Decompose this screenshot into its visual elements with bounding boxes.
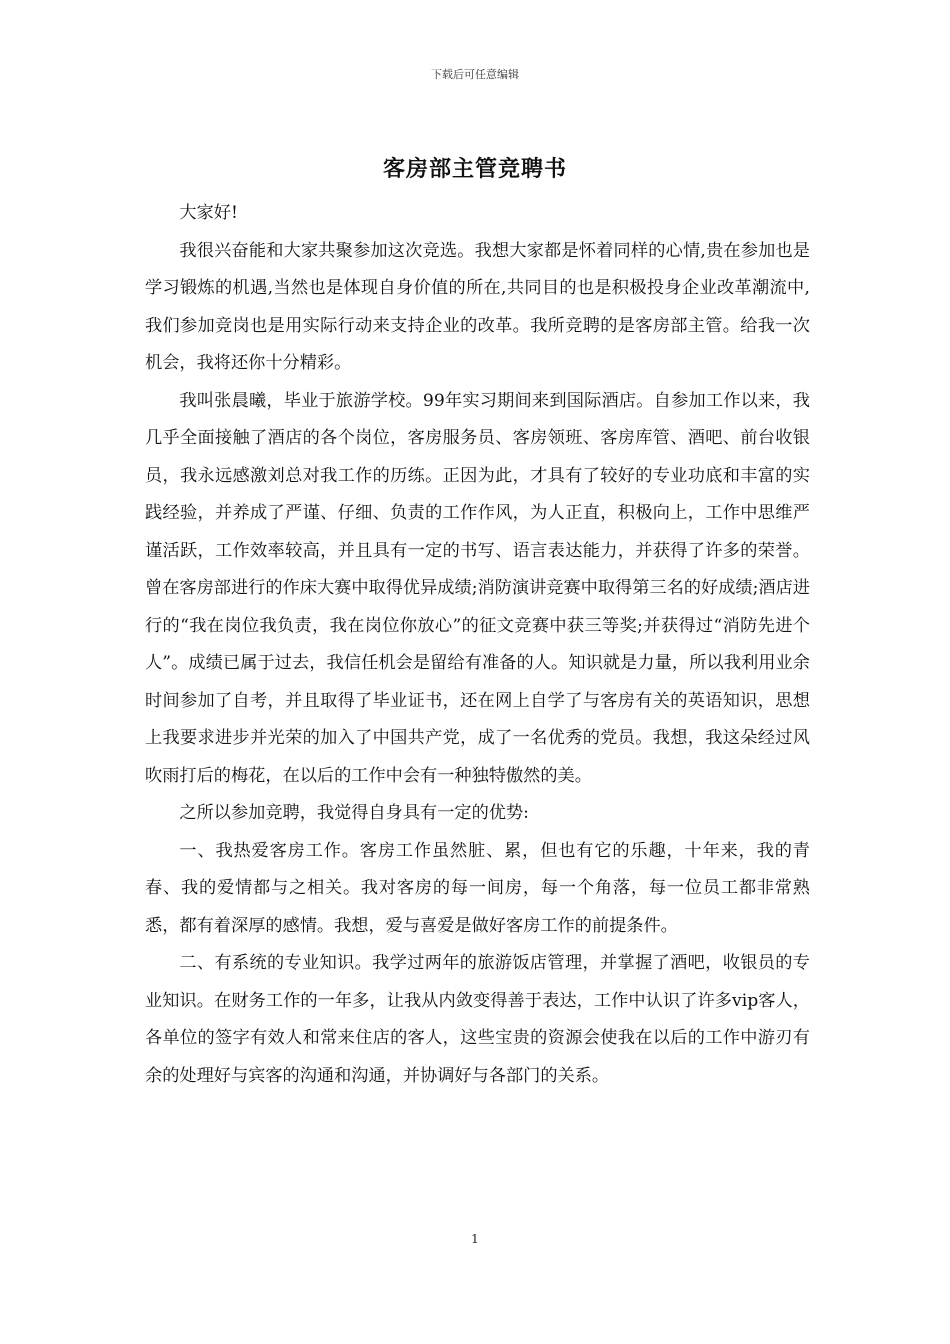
paragraph-advantage-2: 二、有系统的专业知识。我学过两年的旅游饭店管理，并掌握了酒吧，收银员的专业知识。在财务工作的一年多，让我从内敛变得善于表达，工作中认识了许多vip客人，各单位的签字有效人和常来住店的客人，这些宝贵的资源会使我在以后的工作中游刃有余的处理好与宾客的沟通和沟通，并协调好与各部门的关系。: [145, 953, 810, 1086]
paragraph-advantages-lead: 之所以参加竞聘，我觉得自身具有一定的优势:: [179, 803, 529, 823]
page-number: 1: [471, 1232, 479, 1246]
paragraph-intro: 我很兴奋能和大家共聚参加这次竞选。我想大家都是怀着同样的心情,贵在参加也是学习锻炼的机遇,当然也是体现自身价值的所在,共同目的也是积极投身企业改革潮流中,我们参加竞岗也是用实际行动来支持企业的改革。我所竞聘的是客房部主管。给我一次机会，我将还你十分精彩。: [145, 240, 810, 373]
paragraph-advantage-1: 一、我热爱客房工作。客房工作虽然脏、累，但也有它的乐趣，十年来，我的青春、我的爱情都与之相关。我对客房的每一间房，每一个角落，每一位员工都非常熟悉，都有着深厚的感情。我想，爱与喜爱是做好客房工作的前提条件。: [145, 840, 810, 936]
document-title: 客房部主管竞聘书: [382, 156, 567, 182]
paragraph-background: 我叫张晨曦，毕业于旅游学校。99年实习期间来到国际酒店。自参加工作以来，我几乎全面接触了酒店的各个岗位，客房服务员、客房领班、客房库管、酒吧、前台收银员，我永远感激刘总对我工作的历练。正因为此，才具有了较好的专业功底和丰富的实践经验，并养成了严谨、仔细、负责的工作作风，为人正直，积极向上，工作中思维严谨活跃，工作效率较高，并且具有一定的书写、语言表达能力，并获得了许多的荣誉。曾在客房部进行的作床大赛中取得优异成绩;消防演讲竞赛中取得第三名的好成绩;酒店进行的“我在岗位我负责，我在岗位你放心”的征文竞赛中获三等奖;并获得过“消防先进个人”。成绩已属于过去，我信任机会是留给有准备的人。知识就是力量，所以我利用业余时间参加了自考，并且取得了毕业证书，还在网上自学了与客房有关的英语知识，思想上我要求进步并光荣的加入了中国共产党，成了一名优秀的党员。我想，我这朵经过风吹雨打后的梅花，在以后的工作中会有一种独特傲然的美。: [145, 390, 810, 786]
header-note: 下载后可任意编辑: [431, 68, 519, 81]
paragraph-greeting: 大家好!: [179, 203, 238, 223]
document-body: [145, 195, 810, 1095]
